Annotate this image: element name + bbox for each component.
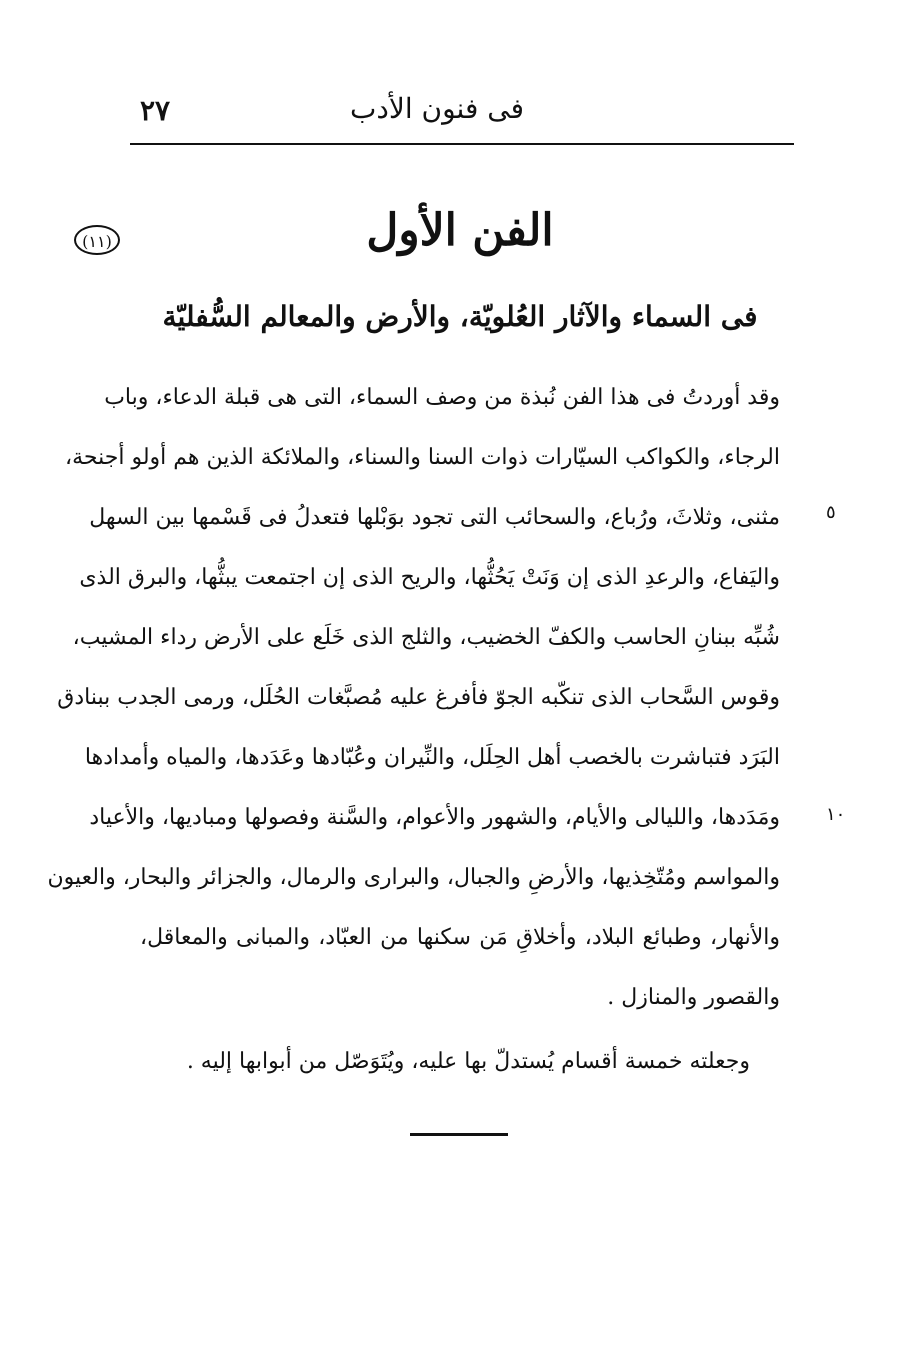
text-line: واليَفاع، والرعدِ الذى إن وَنَتْ يَحُثُّها، والريح الذى إن اجتمعت يبثُّها، والبرق الذى <box>79 565 780 590</box>
text-line: وقوس السَّحاب الذى تنكّبه الجوّ فأفرغ عليه مُصبَّغات الحُلَل، ورمى الجدب ببنادق <box>57 685 780 710</box>
page-header <box>130 92 794 142</box>
header-rule <box>130 143 794 145</box>
page-number: ٢٧ <box>140 94 171 127</box>
text-line: مثنى، وثلاثَ، ورُباع، والسحائب التى تجود بوَبْلها فتعدلُ فى قَسْمها بين السهل <box>89 505 780 530</box>
text-line: والقصور والمنازل . <box>607 985 780 1010</box>
body-text <box>47 372 780 1096</box>
text-line: البَرَد فتباشرت بالخصب أهل الحِلَل، والنِّيران وعُبّادها وعَدَدها، والمياه وأمدادها <box>84 745 780 770</box>
text-line: الرجاء، والكواكب السيّارات ذوات السنا والسناء، والملائكة الذين هم أولو أجنحة، <box>65 445 780 470</box>
end-rule <box>410 1133 508 1136</box>
text-line: وقد أوردتُ فى هذا الفن نُبذة من وصف السماء، التى هى قبلة الدعاء، وباب <box>104 385 780 410</box>
line-number-10: ١٠ <box>826 804 846 825</box>
chapter-subtitle: فى السماء والآثار العُلويّة، والأرض والمعالم السُّفليّة <box>162 300 758 333</box>
line-number-5: ٥ <box>826 502 836 523</box>
closing-sentence: وجعلته خمسة أقسام يُستدلّ بها عليه، ويُتَوَصّل من أبوابها إليه . <box>186 1049 750 1074</box>
text-line: والأنهار، وطبائع البلاد، وأخلاقِ مَن سكنها من العبّاد، والمبانى والمعاقل، <box>140 925 780 950</box>
running-title: فى فنون الأدب <box>350 92 524 125</box>
folio-mark: (١١) <box>74 225 120 255</box>
chapter-title: الفن الأول <box>366 205 554 256</box>
text-line: شُبِّه ببنانِ الحاسب والكفّ الخضيب، والثلج الذى خَلَع على الأرض رداء المشيب، <box>72 625 780 650</box>
text-line: ومَدَدها، والليالى والأيام، والشهور والأعوام، والسَّنة وفصولها ومباديها، والأعياد <box>89 805 780 830</box>
text-line: والمواسم ومُتّخِذيها، والأرضِ والجبال، والبرارى والرمال، والجزائر والبحار، والعيون <box>47 865 780 890</box>
